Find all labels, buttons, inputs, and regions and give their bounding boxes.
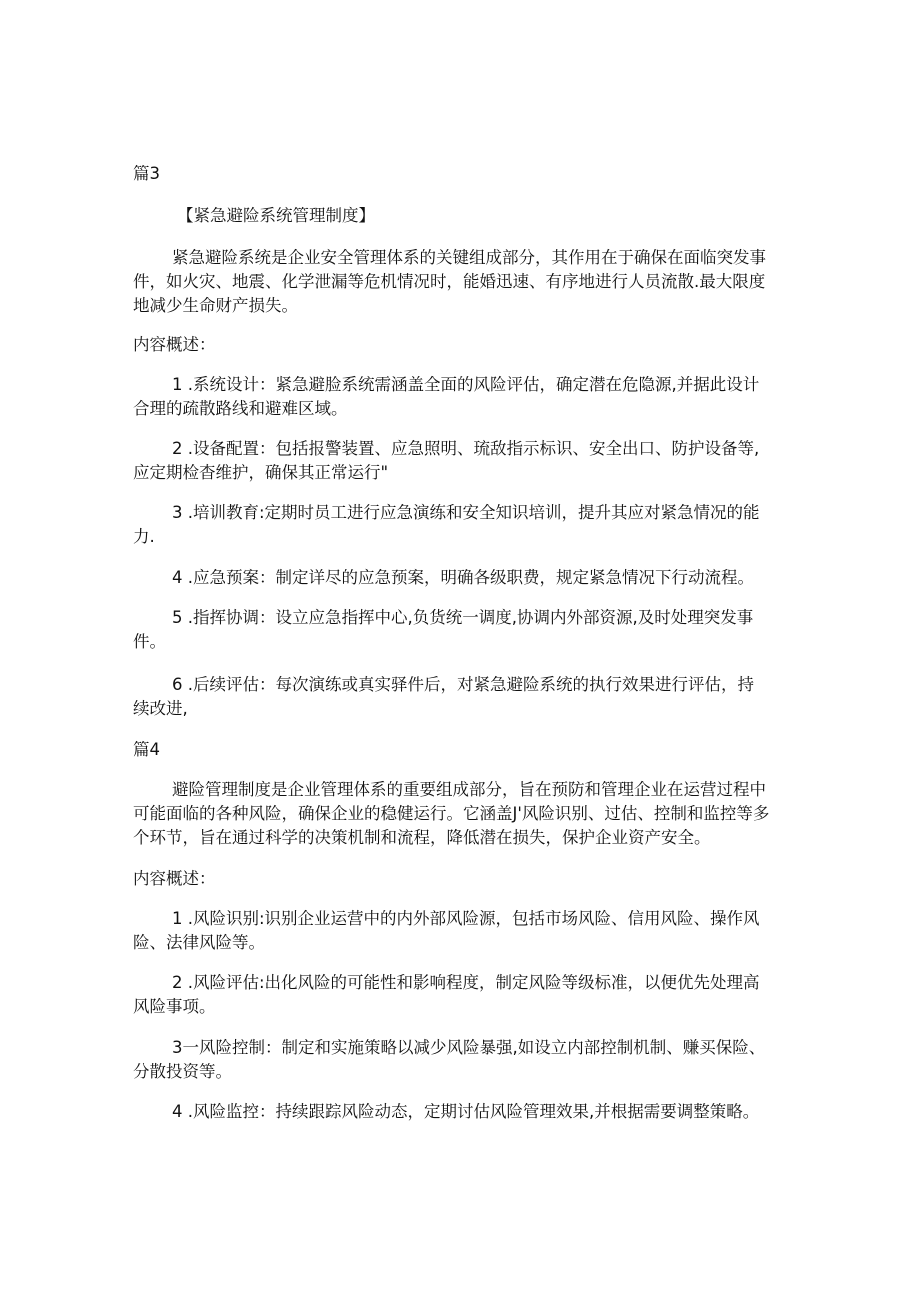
section-title: 【紧急避险系统管理制度】 [177,206,375,225]
list-item-line: 1 .风险识别:识别企业运营中的内外部风险源，包括市场风险、信用风险、操作风 [172,909,760,928]
paragraph-line: 个环节，旨在通过科学的决策机制和流程，降低潜在损失，保护企业资产安全。 [133,828,711,847]
list-item-line: 续改进, [133,699,188,718]
list-item-line: 3一风险控制：制定和实施策略以减少风险暴强,如设立内部控制机制、赚买保险、 [172,1038,766,1057]
list-item-line: 分散投资等。 [133,1062,232,1081]
list-item-line: 3 .培训教育:定期时员工进行应急演练和安全知识培训，提升其应对紧急情况的能 [172,503,760,522]
paragraph-line: 地减少生命财产损失。 [133,296,298,315]
section-heading: 篇4 [133,740,160,759]
paragraph-line: 件，如火灾、地震、化学泄漏等危机情况时，能婚迅速、有序地进行人员流散.最大限度 [133,272,766,291]
list-item-line: 5 .指挥协调：设立应急指挥中心,负货统一调度,协调内外部资源,及时处理突发事 [172,608,754,627]
list-item-line: 2 .风险评估:出化风险的可能性和影响程度，制定风险等级标准，以便优先处理高 [172,973,760,992]
list-item-line: 4 .应急预案：制定详尽的应急预案，明确各级职费，规定紧急情况下行动流程。 [172,568,754,587]
overview-label: 内容概述： [133,869,216,888]
list-item-line: 4 .风险监控：持续跟踪风险动态，定期讨估风险管理效果,并根据需要调整策略。 [172,1102,760,1121]
list-item-line: 1 .系统设计：紧急避脸系统需涵盖全面的风险评估，确定潜在危隐源,并据此设计 [172,375,760,394]
list-item-line: 2 .设备配置：包括报警装置、应急照明、琉敌指示标识、安全出口、防护设备等, [172,439,760,458]
list-item-line: 6 .后续评估：每次演练或真实驿件后，对紧急避险系统的执行效果进行评估，持 [172,675,754,694]
list-item-line: 风险事项。 [133,997,216,1016]
list-item-line: 险、法律风险等。 [133,933,265,952]
list-item-line: 力. [133,527,155,546]
list-item-line: 应定期检杳维护，确保其正常运行" [133,463,389,482]
overview-label: 内容概述： [133,335,216,354]
list-item-line: 合理的疏散路线和避难区域。 [133,399,348,418]
section-heading: 篇3 [133,164,160,183]
list-item-line: 件。 [133,632,166,651]
paragraph-line: 可能面临的各种风险，确保企业的稳健运行。它涵盖J'风险识别、过估、控制和监控等多 [133,804,770,823]
paragraph-line: 紧急避险系统是企业安全管理体系的关键组成部分，其作用在于确保在面临突发事 [172,248,766,267]
paragraph-line: 避险管理制度是企业管理体系的重要组成部分，旨在预防和管理企业在运营过程中 [172,780,766,799]
